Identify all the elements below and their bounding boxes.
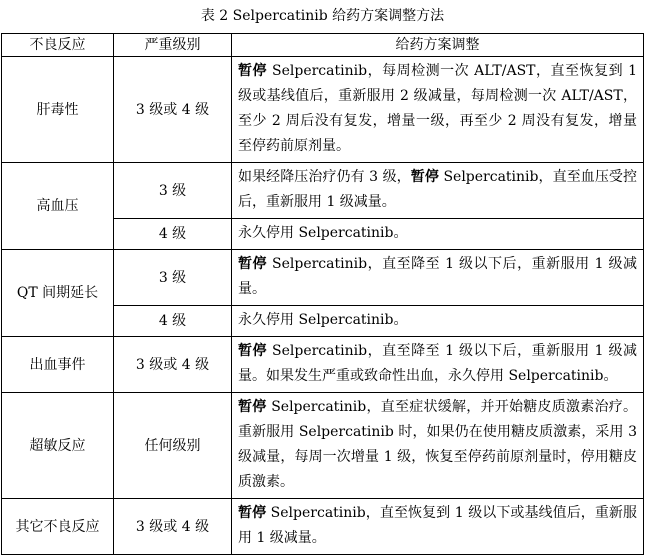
grade-cell: 3 级 (114, 250, 232, 306)
header-dose-adjustment: 给药方案调整 (232, 34, 644, 57)
header-severity-grade: 严重级别 (114, 34, 232, 57)
header-adverse-reaction: 不良反应 (2, 34, 114, 57)
adjustment-cell (232, 57, 644, 163)
adjustment-cell: 永久停用 Selpercatinib。 (232, 219, 644, 250)
dose-adjustment-table (1, 33, 644, 555)
adjustment-cell (232, 337, 644, 393)
reaction-cell: 其它不良反应 (2, 499, 114, 555)
adjustment-cell: 永久停用 Selpercatinib。 (232, 306, 644, 337)
pause-label: 暂停 (238, 343, 268, 359)
reaction-cell: 出血事件 (2, 337, 114, 393)
pause-label: 暂停 (238, 399, 267, 415)
grade-cell: 3 级或 4 级 (114, 57, 232, 163)
adjustment-cell (232, 250, 644, 306)
table-row (2, 163, 644, 219)
grade-cell: 3 级 (114, 163, 232, 219)
pause-label: 暂停 (238, 505, 267, 521)
reaction-cell: QT 间期延长 (2, 250, 114, 337)
adjustment-cell (232, 163, 644, 219)
adjustment-cell (232, 393, 644, 499)
pause-label: 暂停 (410, 169, 439, 185)
table-row (2, 250, 644, 306)
adjustment-text: Selpercatinib，每周检测一次 ALT/AST，直至恢复到 1 级或基线值后，重新服用 2 级减量，每周检测一次 ALT/AST，至少 2 周后没有复发，增量一级，再至少 2 周没有复发，增量至停药前原剂量。 (238, 63, 637, 154)
table-row (2, 393, 644, 499)
adjustment-text: Selpercatinib，直至降至 1 级以下后，重新服用 1 级减量。 (238, 256, 638, 297)
table-row (2, 337, 644, 393)
grade-cell: 3 级或 4 级 (114, 337, 232, 393)
grade-cell: 4 级 (114, 306, 232, 337)
grade-cell: 3 级或 4 级 (114, 499, 232, 555)
adjustment-text: Selpercatinib，直至恢复到 1 级以下或基线值后，重新服用 1 级减量。 (238, 505, 638, 546)
table-caption: 表 2 Selpercatinib 给药方案调整方法 (200, 8, 445, 24)
adjustment-cell (232, 499, 644, 555)
adjustment-text: Selpercatinib，直至症状缓解，并开始糖皮质激素治疗。重新服用 Selpercatinib 时，如果仍在使用糖皮质激素，采用 3 级减量，每周一次增量 1 级，恢复至停药前原剂量时，停用糖皮质激素。 (238, 399, 637, 490)
table-row (2, 499, 644, 555)
reaction-cell: 超敏反应 (2, 393, 114, 499)
adjustment-text: Selpercatinib，直至降至 1 级以下后，重新服用 1 级减量。如果发生严重或致命性出血，永久停用 Selpercatinib。 (238, 343, 638, 384)
adjustment-text: 如果经降压治疗仍有 3 级， (238, 169, 411, 185)
grade-cell: 任何级别 (114, 393, 232, 499)
grade-cell: 4 级 (114, 219, 232, 250)
pause-label: 暂停 (238, 63, 268, 79)
reaction-cell: 高血压 (2, 163, 114, 250)
reaction-cell: 肝毒性 (2, 57, 114, 163)
adjustment-text: Selpercatinib，直至血压受控后，重新服用 1 级减量。 (238, 169, 637, 210)
table-header-row (2, 34, 644, 57)
pause-label: 暂停 (238, 256, 268, 272)
table-row (2, 57, 644, 163)
